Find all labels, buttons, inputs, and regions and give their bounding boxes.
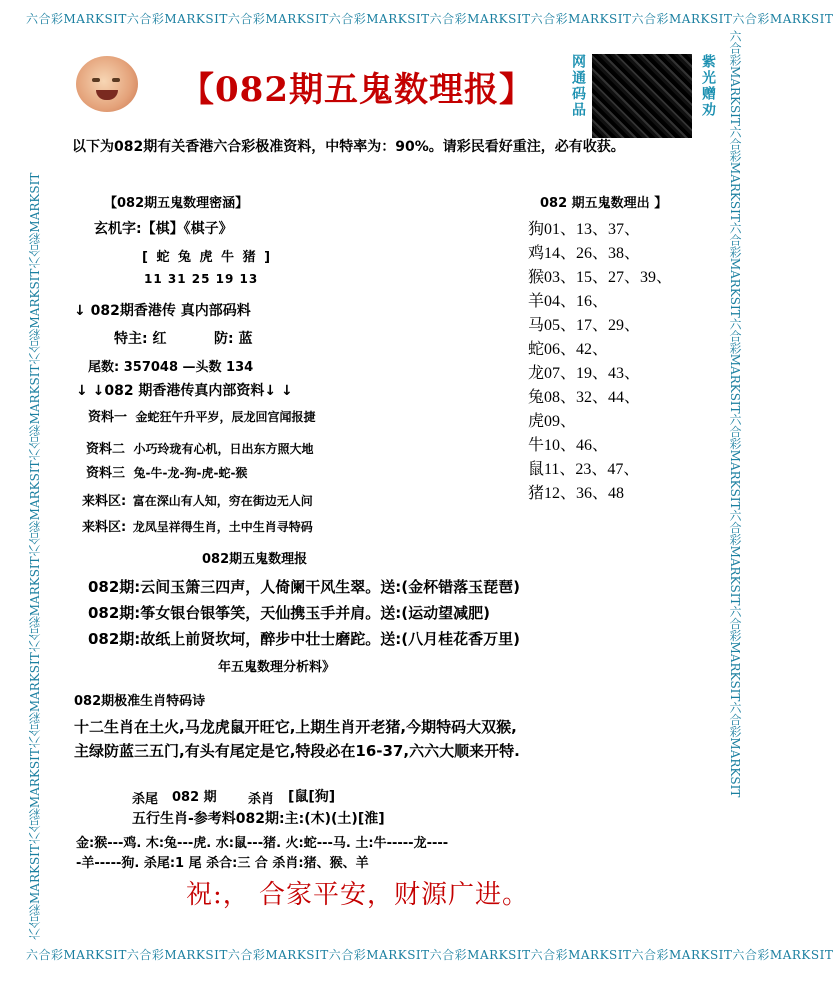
kill-period: 082 期 <box>172 790 217 805</box>
list-item: 马05、17、29、 <box>528 317 641 334</box>
right-panel-heading: 082 期五鬼数理出 】 <box>540 196 668 211</box>
list-item: 狗01、13、37、 <box>528 221 641 238</box>
list-item: 虎09、 <box>528 413 577 430</box>
intro-text: 以下为082期有关香港六合彩极准资料，中特率为：90%。请彩民看好重注，必有收获。 <box>72 139 625 155</box>
list-item: 牛10、46、 <box>528 437 609 454</box>
list-item: 龙07、19、43、 <box>528 365 641 382</box>
wuxing-detail-line-1: 金:猴---鸡. 木:兔---虎. 水:鼠---猪. 火:蛇---马. 土:牛-----龙---- <box>76 836 449 851</box>
data-item-text: 小巧玲珑有心机，日出东方照大地 <box>133 442 314 456</box>
special-defend: 防: 蓝 <box>214 331 253 347</box>
data-item-text: 富在深山有人知，穷在街边无人问 <box>132 494 313 508</box>
insider-heading: ↓ ↓082 期香港传真内部资料↓ ↓ <box>76 383 293 399</box>
kill-tail-label: 杀尾 <box>132 792 159 807</box>
special-main: 特主: 红 <box>114 331 167 347</box>
data-item-1 <box>88 406 316 425</box>
list-item: 鸡14、26、38、 <box>528 245 641 262</box>
list-item: 兔08、32、44、 <box>528 389 641 406</box>
report-heading: 082期五鬼数理报 <box>202 552 308 567</box>
data-item-5 <box>82 516 313 535</box>
secret-animals: [ 蛇 兔 虎 牛 猪 ] <box>142 250 273 265</box>
poem-line-2: 主绿防蓝三五门,有头有尾定是它,特段必在16-37,六六大顺来开特. <box>74 742 520 760</box>
list-item: 羊04、16、 <box>528 293 609 310</box>
hk-insider-heading: ↓ 082期香港传 真内部码料 <box>74 303 251 319</box>
laughing-face-icon <box>76 56 138 112</box>
kill-animal-label: 杀肖 <box>248 792 275 807</box>
border-bottom-pattern: 六合彩MARKSIT六合彩MARKSIT六合彩MARKSIT六合彩MARKSIT六合彩MARKSIT六合彩MARKSIT六合彩MARKSIT六合彩MARKSIT <box>26 948 833 962</box>
data-item-text: 龙凤呈祥得生肖，土中生肖寻特码 <box>132 520 313 534</box>
list-item: 猪12、36、48 <box>528 485 625 502</box>
qr-code-image <box>592 54 692 138</box>
tail-numbers: 尾数: 357048 —头数 134 <box>88 360 254 375</box>
report-line-3: 082期:故纸上前贤坎坷，醉步中壮士磨跎。送:(八月桂花香万里) <box>88 630 521 648</box>
data-item-text: 金蛇狂午升平岁，辰龙回宫闻报捷 <box>135 410 316 424</box>
list-item: 鼠11、23、47、 <box>528 461 640 478</box>
zodiac-number-list <box>528 218 672 506</box>
blessing-text: 祝:， 合家平安，财源广进。 <box>186 880 530 910</box>
report-line-1: 082期:云间玉箫三四声，人倚阑干风生翠。送:(金杯错落玉琵琶) <box>88 578 521 596</box>
right-vertical-label: 紫光赠劝 <box>700 54 716 118</box>
border-right-pattern: 六合彩MARKSIT六合彩MARKSIT六合彩MARKSIT六合彩MARKSIT六合彩MARKSIT六合彩MARKSIT六合彩MARKSIT六合彩MARKSIT <box>728 30 742 798</box>
page-title: 【082期五鬼数理报】 <box>180 70 534 110</box>
data-item-3 <box>86 462 247 481</box>
poem-line-1: 十二生肖在土火,马龙虎鼠开旺它,上期生肖开老猪,今期特码大双猴, <box>74 718 517 736</box>
secret-numbers: 11 31 25 19 13 <box>144 272 259 286</box>
data-item-text: 兔-牛-龙-狗-虎-蛇-猴 <box>133 466 248 480</box>
xuanji-text: 玄机字:【棋】《棋子》 <box>94 221 233 237</box>
list-item: 猴03、15、27、39、 <box>528 269 673 286</box>
wuxing-line: 五行生肖-参考料082期:主:(木)(土)[淮] <box>132 811 385 827</box>
secret-heading: 【082期五鬼数理密涵】 <box>104 196 249 211</box>
report-line-2: 082期:筝女银台银筝笑，天仙携玉手并肩。送:(运动望减肥) <box>88 604 491 622</box>
border-left-pattern: 六合彩MARKSIT六合彩MARKSIT六合彩MARKSIT六合彩MARKSIT六合彩MARKSIT六合彩MARKSIT六合彩MARKSIT六合彩MARKSIT <box>28 172 42 940</box>
poem-heading: 082期极准生肖特码诗 <box>74 694 206 709</box>
data-item-label: 资料三 <box>86 466 126 481</box>
data-item-4 <box>82 490 313 509</box>
wuxing-detail-line-2: -羊-----狗. 杀尾:1 尾 杀合:三 合 杀肖:猪、猴、羊 <box>76 856 369 871</box>
border-top-pattern: 六合彩MARKSIT六合彩MARKSIT六合彩MARKSIT六合彩MARKSIT六合彩MARKSIT六合彩MARKSIT六合彩MARKSIT六合彩MARKSIT <box>26 12 833 26</box>
data-item-label: 资料一 <box>88 410 128 425</box>
data-item-label: 来料区: <box>82 520 127 535</box>
list-item: 蛇06、42、 <box>528 341 609 358</box>
analysis-label: 年五鬼数理分析料》 <box>218 660 336 675</box>
kill-animal-value: [鼠[狗] <box>288 789 336 805</box>
left-vertical-label: 网通码品 <box>570 54 586 118</box>
data-item-2 <box>86 438 314 457</box>
data-item-label: 来料区: <box>82 494 127 509</box>
data-item-label: 资料二 <box>86 442 126 457</box>
